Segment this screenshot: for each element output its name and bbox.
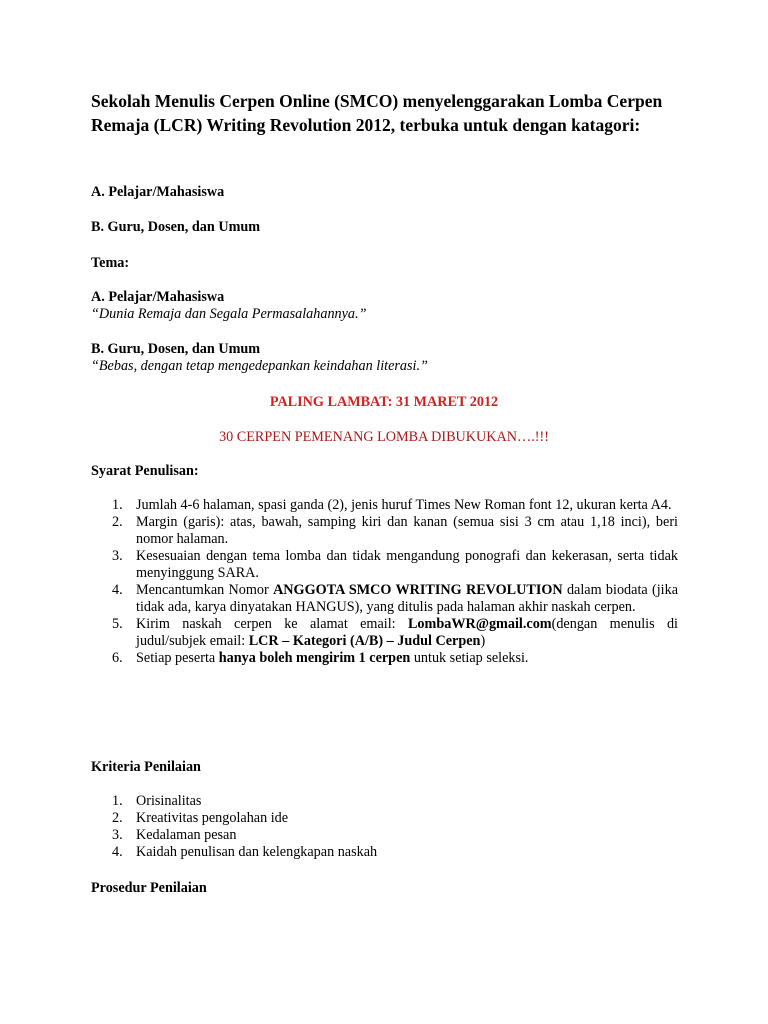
list-text-post: ) bbox=[480, 633, 486, 649]
email-subject-format: LCR – Kategori (A/B) – Judul Cerpen bbox=[248, 633, 481, 649]
list-text-post: untuk setiap seleksi. bbox=[410, 650, 529, 666]
tema-b-label: B. Guru, Dosen, dan Umum bbox=[91, 341, 261, 357]
syarat-heading: Syarat Penulisan: bbox=[91, 463, 199, 479]
list-text: Kedalaman pesan bbox=[136, 827, 237, 843]
list-item bbox=[91, 548, 678, 582]
intro-line-2: Remaja (LCR) Writing Revolution 2012, terbuka untuk dengan katagori: bbox=[91, 115, 641, 135]
list-item bbox=[91, 497, 678, 514]
list-text-pre: Kirim naskah cerpen ke alamat email: bbox=[136, 616, 408, 632]
tema-a-label: A. Pelajar/Mahasiswa bbox=[91, 289, 225, 305]
list-number: 3. bbox=[112, 548, 123, 564]
list-text: Kaidah penulisan dan kelengkapan naskah bbox=[136, 844, 378, 860]
intro-line-1: Sekolah Menulis Cerpen Online (SMCO) menyelenggarakan Lomba Cerpen bbox=[91, 91, 663, 111]
tema-b-text: “Bebas, dengan tetap mengedepankan keindahan literasi.” bbox=[91, 358, 428, 374]
list-item bbox=[91, 810, 678, 827]
list-text: Kreativitas pengolahan ide bbox=[136, 810, 289, 826]
list-item bbox=[91, 582, 678, 616]
syarat-list bbox=[91, 497, 678, 667]
list-text: Margin (garis): atas, bawah, samping kiri dan kanan (semua sisi 3 cm atau 1,18 inci), beri nomor halaman. bbox=[136, 514, 678, 547]
list-item bbox=[91, 616, 678, 650]
category-a: A. Pelajar/Mahasiswa bbox=[91, 184, 225, 200]
list-text: Jumlah 4-6 halaman, spasi ganda (2), jenis huruf Times New Roman font 12, ukuran kerta A4. bbox=[136, 497, 672, 513]
intro-paragraph bbox=[91, 89, 691, 137]
list-number: 2. bbox=[112, 514, 123, 530]
announcement-notice: 30 CERPEN PEMENANG LOMBA DIBUKUKAN….!!! bbox=[219, 429, 549, 445]
list-text: Kesesuaian dengan tema lomba dan tidak mengandung ponografi dan kekerasan, serta tidak menyinggung SARA. bbox=[136, 548, 678, 581]
list-text-pre: Setiap peserta bbox=[136, 650, 219, 666]
list-number: 4. bbox=[112, 844, 123, 860]
list-text-post: dalam biodata (jika tidak ada, karya dinyatakan HANGUS), yang ditulis pada halaman akhir naskah cerpen. bbox=[136, 582, 678, 615]
list-item bbox=[91, 844, 678, 861]
deadline-notice: PALING LAMBAT: 31 MARET 2012 bbox=[269, 394, 499, 410]
list-number: 3. bbox=[112, 827, 123, 843]
list-item bbox=[91, 793, 678, 810]
list-item bbox=[91, 650, 678, 667]
list-text-bold: ANGGOTA SMCO WRITING REVOLUTION bbox=[273, 582, 563, 598]
kriteria-heading: Kriteria Penilaian bbox=[91, 759, 201, 775]
email-address: LombaWR@gmail.com bbox=[407, 616, 552, 632]
tema-a-text: “Dunia Remaja dan Segala Permasalahannya.” bbox=[91, 306, 367, 322]
tema-heading: Tema: bbox=[91, 255, 130, 271]
list-number: 2. bbox=[112, 810, 123, 826]
prosedur-heading: Prosedur Penilaian bbox=[91, 880, 207, 896]
list-text-mid: (dengan menulis di judul/subjek email: bbox=[136, 616, 679, 649]
kriteria-list bbox=[91, 793, 678, 861]
list-number: 6. bbox=[112, 650, 123, 666]
category-b: B. Guru, Dosen, dan Umum bbox=[91, 219, 261, 235]
list-item bbox=[91, 514, 678, 548]
list-text: Orisinalitas bbox=[136, 793, 202, 809]
list-number: 1. bbox=[112, 497, 123, 513]
list-number: 1. bbox=[112, 793, 123, 809]
list-text-bold: hanya boleh mengirim 1 cerpen bbox=[218, 650, 411, 666]
list-number: 5. bbox=[112, 616, 123, 632]
list-text-pre: Mencantumkan Nomor bbox=[136, 582, 274, 598]
list-number: 4. bbox=[112, 582, 123, 598]
list-item bbox=[91, 827, 678, 844]
